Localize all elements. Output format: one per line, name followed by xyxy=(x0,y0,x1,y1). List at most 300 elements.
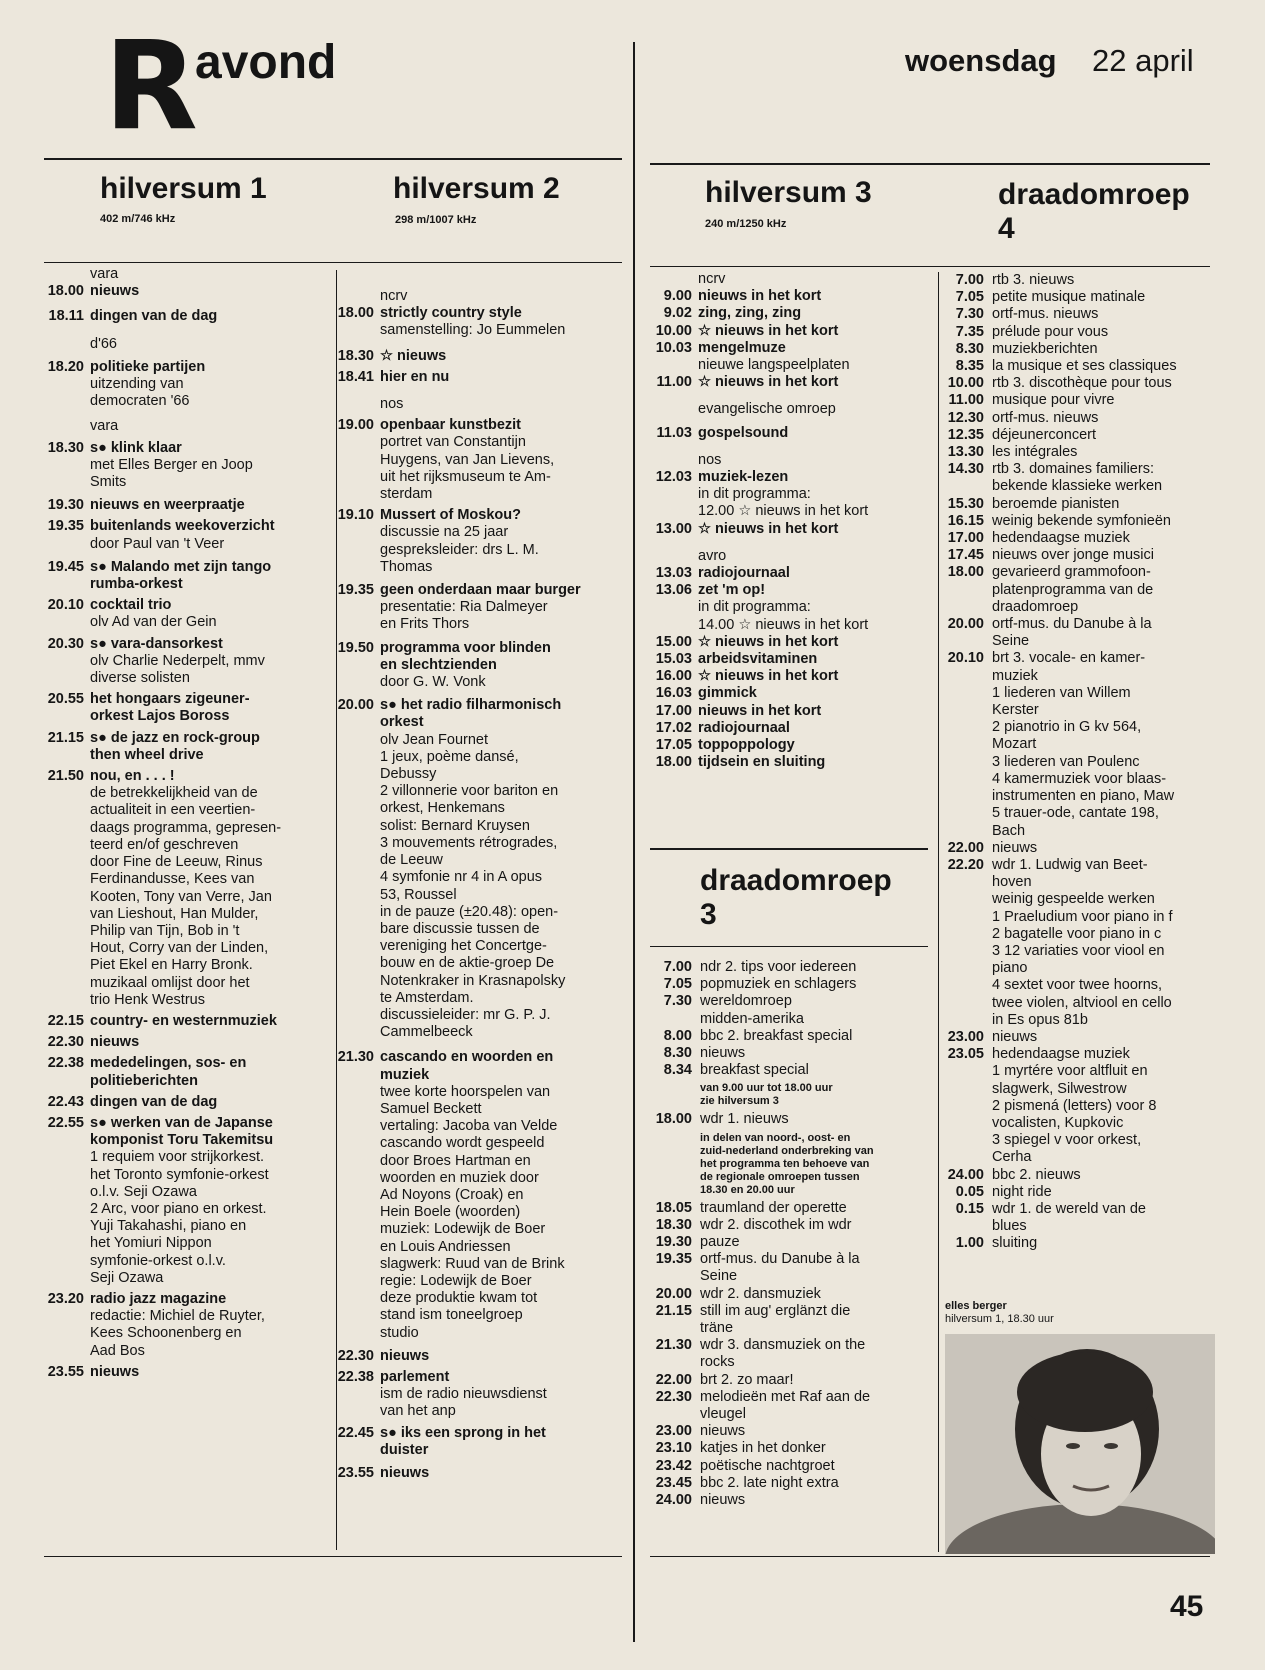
program-entry xyxy=(940,1235,1225,1252)
program-entry xyxy=(648,521,933,538)
program-entry xyxy=(648,993,938,1027)
program-entry xyxy=(46,1013,332,1030)
program-title: Mussert of Moskou? xyxy=(380,507,521,524)
program-text xyxy=(90,636,332,688)
program-time: 21.15 xyxy=(47,729,84,746)
program-details: in dit programma: 12.00 ☆ nieuws in het kort xyxy=(698,486,869,520)
program-title: nieuws xyxy=(380,1465,430,1481)
program-text xyxy=(698,668,933,685)
program-title: ☆ nieuws xyxy=(380,347,447,364)
program-text xyxy=(90,768,332,1009)
program-time: 22.15 xyxy=(47,1012,84,1029)
program-text xyxy=(698,305,933,322)
program-text xyxy=(90,518,332,552)
program-title: mededelingen, sos- en politieberichten xyxy=(90,1055,247,1089)
program-text: in delen van noord-, oost- en zuid-nederland onderbreking van het programma ten behoeve van de regionale omroepen tussen 18.30 en 20.00 uur xyxy=(700,1131,874,1196)
program-entry xyxy=(648,271,933,288)
program-time: 20.00 xyxy=(655,1285,692,1302)
program-entry xyxy=(940,461,1225,495)
channel-d3-name: draadomroep 3 xyxy=(700,864,892,931)
program-time: 9.02 xyxy=(663,305,692,322)
program-entry xyxy=(648,1028,938,1045)
program-time: 23.55 xyxy=(47,1363,84,1380)
program-text xyxy=(90,1115,332,1287)
program-details: uitzending van democraten '66 xyxy=(90,376,190,410)
program-time: 22.30 xyxy=(655,1388,692,1405)
program-title: dingen van de dag xyxy=(90,308,218,325)
program-time: 16.15 xyxy=(947,512,984,529)
program-time: 24.00 xyxy=(947,1166,984,1183)
program-time: 23.42 xyxy=(655,1457,692,1474)
program-details: 1 requiem voor strijkorkest. het Toronto symfonie-orkest o.l.v. Seji Ozawa 2 Arc, voor piano en orkest. Yuji Takahashi, piano en het Yomiuri Nippon symfonie-orkest o.l.v. Seji Ozawa xyxy=(90,1149,269,1286)
program-time: 8.30 xyxy=(955,340,984,357)
program-text xyxy=(90,691,332,725)
program-text: popmuziek en schlagers xyxy=(700,976,857,993)
program-entry xyxy=(336,1425,624,1459)
program-title: vara xyxy=(90,418,119,435)
subheader-rule-right xyxy=(650,266,1210,267)
program-time: 23.45 xyxy=(655,1474,692,1491)
program-time: 19.35 xyxy=(47,518,84,535)
program-entry xyxy=(648,685,933,702)
program-title: strictly country style xyxy=(380,305,522,322)
program-time: 11.00 xyxy=(656,374,692,391)
photo-caption-name: elles berger xyxy=(945,1300,1007,1312)
program-entry xyxy=(648,1389,938,1423)
program-text xyxy=(90,266,332,283)
program-text xyxy=(90,1364,332,1381)
program-text: ndr 2. tips voor iedereen xyxy=(700,959,857,975)
program-text xyxy=(380,305,624,339)
program-title: zing, zing, zing xyxy=(698,305,802,322)
program-title: nieuws in het kort xyxy=(698,288,822,305)
program-text xyxy=(90,283,332,300)
program-entry xyxy=(648,340,933,374)
program-entry xyxy=(648,720,933,737)
program-time: 7.30 xyxy=(663,993,692,1010)
program-text xyxy=(698,634,933,651)
program-text xyxy=(90,308,332,325)
program-title: toppoppology xyxy=(698,737,795,754)
program-text: night ride xyxy=(992,1183,1052,1200)
program-text xyxy=(90,1291,332,1360)
program-text: katjes in het donker xyxy=(700,1440,826,1457)
program-text xyxy=(698,425,933,442)
program-time: 24.00 xyxy=(655,1492,692,1509)
program-time: 13.03 xyxy=(655,565,692,582)
footer-rule-left xyxy=(44,1556,622,1557)
program-entry xyxy=(940,306,1225,323)
program-entry xyxy=(336,1348,624,1365)
program-time: 20.10 xyxy=(47,597,84,614)
header-rule-right xyxy=(650,163,1210,165)
program-entry xyxy=(940,324,1225,341)
program-entry xyxy=(648,469,933,521)
program-text: nieuws xyxy=(992,1028,1038,1045)
program-time: 20.55 xyxy=(47,691,84,708)
program-entry xyxy=(46,636,332,688)
program-time: 15.00 xyxy=(655,633,692,650)
program-time xyxy=(648,1129,692,1200)
program-title: ☆ nieuws in het kort xyxy=(698,520,839,537)
program-text: musique pour vivre xyxy=(992,392,1115,409)
photo-caption-info: hilversum 1, 18.30 uur xyxy=(945,1313,1054,1325)
program-text xyxy=(90,730,332,764)
program-text xyxy=(698,737,933,754)
subheader-rule-left xyxy=(44,262,622,263)
program-details: olv Charlie Nederpelt, mmv diverse solisten xyxy=(90,652,265,687)
program-time: 18.00 xyxy=(947,564,984,581)
program-text xyxy=(380,640,624,692)
program-entry xyxy=(940,444,1225,461)
program-entry xyxy=(46,359,332,411)
program-entry xyxy=(648,1492,938,1509)
program-text: rtb 3. discothèque pour tous xyxy=(992,375,1172,392)
program-time xyxy=(46,418,84,435)
program-text xyxy=(380,396,624,413)
program-text: bbc 2. late night extra xyxy=(700,1474,839,1491)
program-entry xyxy=(648,1440,938,1457)
program-text xyxy=(698,720,933,737)
program-time: 19.30 xyxy=(47,497,84,514)
program-details: portret van Constantijn Huygens, van Jan Lievens, uit het rijksmuseum te Am- sterdam xyxy=(380,434,555,503)
program-entry xyxy=(336,582,624,634)
draadomroep-3-schedule xyxy=(648,959,938,1509)
program-title: s● Malando met zijn tango rumba-orkest xyxy=(90,558,272,593)
program-entry xyxy=(940,616,1225,650)
program-time: 19.00 xyxy=(337,417,374,434)
program-text: rtb 3. nieuws xyxy=(992,272,1075,288)
program-title: ☆ nieuws in het kort xyxy=(698,374,839,391)
program-entry xyxy=(46,418,332,435)
program-time: 14.30 xyxy=(947,461,984,478)
program-time xyxy=(648,1079,692,1111)
program-title: evangelische omroep xyxy=(698,401,836,418)
program-title: radiojournaal xyxy=(698,719,790,736)
program-title: cascando en woorden en muziek xyxy=(380,1049,554,1083)
program-entry xyxy=(940,410,1225,427)
program-time: 23.00 xyxy=(655,1423,692,1440)
program-title: nou, en . . . ! xyxy=(90,768,175,785)
program-time xyxy=(648,452,692,469)
program-details: samenstelling: Jo Eummelen xyxy=(380,322,566,339)
program-entry xyxy=(46,730,332,764)
program-entry xyxy=(940,857,1225,1029)
program-entry xyxy=(648,323,933,340)
program-entry xyxy=(940,547,1225,564)
program-text xyxy=(698,452,933,469)
program-details: nieuwe langspeelplaten xyxy=(698,357,850,374)
program-entry xyxy=(648,703,933,720)
program-text: still im aug' erglänzt die träne xyxy=(700,1302,851,1337)
program-title: nieuws xyxy=(90,283,140,300)
program-time: 18.00 xyxy=(655,754,692,771)
program-text: bbc 2. breakfast special xyxy=(700,1027,853,1044)
program-time: 18.30 xyxy=(337,347,374,364)
channel-h2-name: hilversum 2 xyxy=(393,172,560,205)
program-text: nieuws over jonge musici xyxy=(992,547,1154,564)
program-title: dingen van de dag xyxy=(90,1093,218,1110)
program-text xyxy=(90,418,332,435)
program-time: 1.00 xyxy=(955,1235,984,1252)
program-text: gevarieerd grammofoon- platenprogramma van de draadomroep xyxy=(992,564,1154,615)
program-entry xyxy=(648,1111,938,1128)
program-text: rtb 3. domaines familiers: bekende klassieke werken xyxy=(992,461,1163,495)
program-text: ortf-mus. nieuws xyxy=(992,409,1099,426)
program-text xyxy=(90,1094,332,1111)
program-text xyxy=(380,288,624,305)
program-entry xyxy=(46,559,332,593)
program-title: s● werken van de Japanse komponist Toru Takemitsu xyxy=(90,1114,274,1149)
program-time: 7.00 xyxy=(663,959,692,975)
program-title: radiojournaal xyxy=(698,565,790,582)
center-divider xyxy=(633,42,635,1642)
program-entry xyxy=(46,597,332,631)
program-text xyxy=(698,521,933,538)
program-text xyxy=(698,340,933,374)
program-time: 11.03 xyxy=(656,424,692,441)
program-entry xyxy=(46,497,332,514)
program-text xyxy=(698,374,933,391)
program-time xyxy=(46,266,84,283)
program-entry xyxy=(648,1475,938,1492)
program-title: parlement xyxy=(380,1368,450,1385)
program-text: nieuws xyxy=(700,1423,746,1440)
program-time: 8.35 xyxy=(955,358,984,375)
program-time: 16.00 xyxy=(655,668,692,685)
program-text xyxy=(380,1465,624,1482)
section-letter: R xyxy=(104,15,194,157)
program-text: ortf-mus. du Danube à la Seine xyxy=(700,1251,860,1285)
program-time: 8.30 xyxy=(663,1045,692,1062)
program-time: 22.00 xyxy=(947,839,984,856)
program-entry xyxy=(336,288,624,305)
program-time: 22.38 xyxy=(337,1368,374,1385)
program-text: weinig bekende symfonieën xyxy=(992,512,1171,529)
program-time: 18.00 xyxy=(655,1111,692,1128)
program-title: s● klink klaar xyxy=(90,439,182,456)
program-text: nieuws xyxy=(700,1045,746,1062)
program-entry xyxy=(46,308,332,325)
program-text xyxy=(698,565,933,582)
column-divider-h3-d4 xyxy=(938,272,939,1552)
program-title: vara xyxy=(90,266,119,282)
program-time: 10.00 xyxy=(655,322,692,339)
program-entry xyxy=(940,375,1225,392)
program-entry xyxy=(940,496,1225,513)
program-details: olv Ad van der Gein xyxy=(90,614,217,631)
program-time xyxy=(336,396,374,413)
program-text: melodieën met Raf aan de vleugel xyxy=(700,1388,871,1423)
program-time: 22.20 xyxy=(947,856,984,873)
program-entry xyxy=(940,1184,1225,1201)
program-entry xyxy=(648,976,938,993)
program-time: 7.30 xyxy=(955,306,984,323)
program-entry xyxy=(46,440,332,492)
program-text: nieuws xyxy=(992,839,1038,856)
program-entry xyxy=(940,427,1225,444)
program-entry xyxy=(648,548,933,565)
program-title: s● de jazz en rock-group then wheel drive xyxy=(90,729,260,763)
program-details: twee korte hoorspelen van Samuel Beckett vertaling: Jacoba van Velde cascando wordt gespeeld door Broes Hartman en woorden en muziek door Ad Noyons (Croak) en Hein Boele (woorden) muziek: Lodewijk de Boer en Louis Andriessen slagwerk: Ruud van de Brink regie: Lodewijk de Boer deze produktie kwam tot stand ism toneelgroep studio xyxy=(380,1083,565,1341)
program-time: 22.38 xyxy=(47,1055,84,1072)
program-entry xyxy=(648,1337,938,1371)
d3-top-rule xyxy=(650,848,928,850)
program-entry xyxy=(336,417,624,503)
program-text xyxy=(698,685,933,702)
program-text: nieuws xyxy=(700,1492,746,1509)
program-details: door Paul van 't Veer xyxy=(90,535,225,552)
program-time: 23.10 xyxy=(655,1440,692,1457)
program-title: programma voor blinden en slechtzienden xyxy=(380,639,551,673)
program-title: gimmick xyxy=(698,685,757,702)
program-entry xyxy=(648,1200,938,1217)
program-time: 7.05 xyxy=(663,976,692,993)
program-time: 17.05 xyxy=(655,737,692,754)
program-entry xyxy=(648,1045,938,1062)
hilversum-3-schedule xyxy=(648,271,933,771)
channel-h3-freq: 240 m/1250 kHz xyxy=(705,218,787,230)
program-text xyxy=(698,548,933,565)
program-time: 18.41 xyxy=(337,368,374,385)
program-entry xyxy=(648,582,933,634)
program-text: hedendaagse muziek xyxy=(992,530,1130,547)
program-text xyxy=(380,507,624,576)
program-details: redactie: Michiel de Ruyter, Kees Schoonenberg en Aad Bos xyxy=(90,1308,265,1359)
program-entry xyxy=(648,1217,938,1234)
program-title: zet 'm op! xyxy=(698,582,766,599)
program-time xyxy=(46,336,84,353)
program-text xyxy=(90,1055,332,1089)
program-text: wdr 1. nieuws xyxy=(700,1111,789,1128)
program-entry xyxy=(336,507,624,576)
program-entry xyxy=(940,289,1225,306)
program-text: beroemde pianisten xyxy=(992,495,1120,512)
program-time: 23.00 xyxy=(947,1028,984,1045)
program-entry xyxy=(46,1055,332,1089)
program-text xyxy=(380,369,624,386)
program-title: ncrv xyxy=(380,288,408,304)
portrait-photo xyxy=(945,1334,1215,1554)
program-entry xyxy=(648,305,933,322)
program-text xyxy=(380,1425,624,1459)
program-title: arbeidsvitaminen xyxy=(698,651,818,668)
program-text xyxy=(698,754,933,771)
program-time: 19.30 xyxy=(655,1234,692,1251)
channel-h3-name: hilversum 3 xyxy=(705,176,872,209)
program-text xyxy=(90,597,332,631)
d3-sub-rule xyxy=(650,946,928,947)
program-time: 18.30 xyxy=(47,439,84,456)
program-text xyxy=(90,497,332,514)
program-entry xyxy=(46,691,332,725)
program-text: traumland der operette xyxy=(700,1199,847,1216)
program-entry xyxy=(648,288,933,305)
program-text xyxy=(380,697,624,1041)
program-time: 12.30 xyxy=(947,409,984,426)
section-title: avond xyxy=(195,36,337,89)
program-entry xyxy=(336,1369,624,1421)
program-title: nos xyxy=(698,451,722,468)
channel-h2-freq: 298 m/1007 kHz xyxy=(395,214,477,226)
program-title: s● iks een sprong in het duister xyxy=(380,1424,546,1458)
program-title: avro xyxy=(698,547,727,564)
program-time: 19.35 xyxy=(655,1251,692,1268)
program-details: de betrekkelijkheid van de actualiteit in een veertien- daags programma, gepresen- teerd en/of geschreven door Fine de Leeuw, Rinus Ferdinandusse, Kees van Kooten, Tony van Verre, Jan van Lieshout, Han Mulder, Philip van Tijn, Bob in 't Hout, Corry van der Linden, Piet Ekel en Harry Bronk. muzikaal omlijst door het trio Henk Westrus xyxy=(90,785,282,1008)
program-time: 12.03 xyxy=(655,469,692,486)
program-text xyxy=(90,440,332,492)
program-text xyxy=(698,271,933,288)
program-time: 8.00 xyxy=(663,1027,692,1044)
program-time: 18.00 xyxy=(337,305,374,322)
program-title: country- en westernmuziek xyxy=(90,1012,277,1029)
footer-rule-right xyxy=(650,1556,1210,1557)
program-title: nieuws xyxy=(380,1347,430,1364)
page-number: 45 xyxy=(1170,1590,1204,1623)
program-entry xyxy=(46,768,332,1009)
program-details: discussie na 25 jaar gespreksleider: drs L. M. Thomas xyxy=(380,524,539,575)
program-text xyxy=(698,582,933,634)
program-time: 18.11 xyxy=(48,308,84,325)
program-entry xyxy=(648,1372,938,1389)
program-entry xyxy=(46,1115,332,1287)
program-entry xyxy=(336,369,624,386)
program-entry xyxy=(46,336,332,353)
program-text xyxy=(698,703,933,720)
program-entry xyxy=(648,1079,938,1111)
program-text xyxy=(90,559,332,593)
program-text xyxy=(380,582,624,634)
program-details: door G. W. Vonk xyxy=(380,674,486,691)
program-text: wdr 1. de wereld van de blues xyxy=(992,1200,1146,1235)
program-time: 16.03 xyxy=(655,685,692,702)
program-title: nos xyxy=(380,396,404,413)
program-entry xyxy=(940,513,1225,530)
program-title: mengelmuze xyxy=(698,339,786,356)
program-time: 10.00 xyxy=(947,375,984,392)
program-text: ortf-mus. du Danube à la Seine xyxy=(992,616,1152,650)
program-entry xyxy=(46,1034,332,1051)
program-text: wdr 2. discothek im wdr xyxy=(700,1216,852,1233)
program-text: wdr 2. dansmuziek xyxy=(700,1285,821,1302)
hilversum-1-schedule xyxy=(46,266,332,1381)
program-time: 22.45 xyxy=(337,1424,374,1441)
program-time: 7.35 xyxy=(955,323,984,340)
program-text: muziekberichten xyxy=(992,340,1098,357)
program-entry xyxy=(940,358,1225,375)
program-time: 12.35 xyxy=(947,426,984,443)
program-entry xyxy=(648,634,933,651)
program-entry xyxy=(940,1046,1225,1166)
program-time: 17.00 xyxy=(655,702,692,719)
program-title: cocktail trio xyxy=(90,597,172,614)
program-text: ortf-mus. nieuws xyxy=(992,306,1099,323)
program-title: ☆ nieuws in het kort xyxy=(698,668,839,685)
program-entry xyxy=(940,564,1225,616)
program-text xyxy=(380,1369,624,1421)
program-title: hier en nu xyxy=(380,368,450,385)
program-time: 17.00 xyxy=(947,530,984,547)
program-entry xyxy=(648,452,933,469)
program-time: 9.00 xyxy=(663,288,692,305)
program-entry xyxy=(648,959,938,976)
program-entry xyxy=(648,401,933,418)
program-time: 7.00 xyxy=(955,272,984,288)
program-text xyxy=(380,1049,624,1341)
program-text: petite musique matinale xyxy=(992,289,1146,306)
program-time xyxy=(336,288,374,305)
program-time: 21.50 xyxy=(47,768,84,785)
